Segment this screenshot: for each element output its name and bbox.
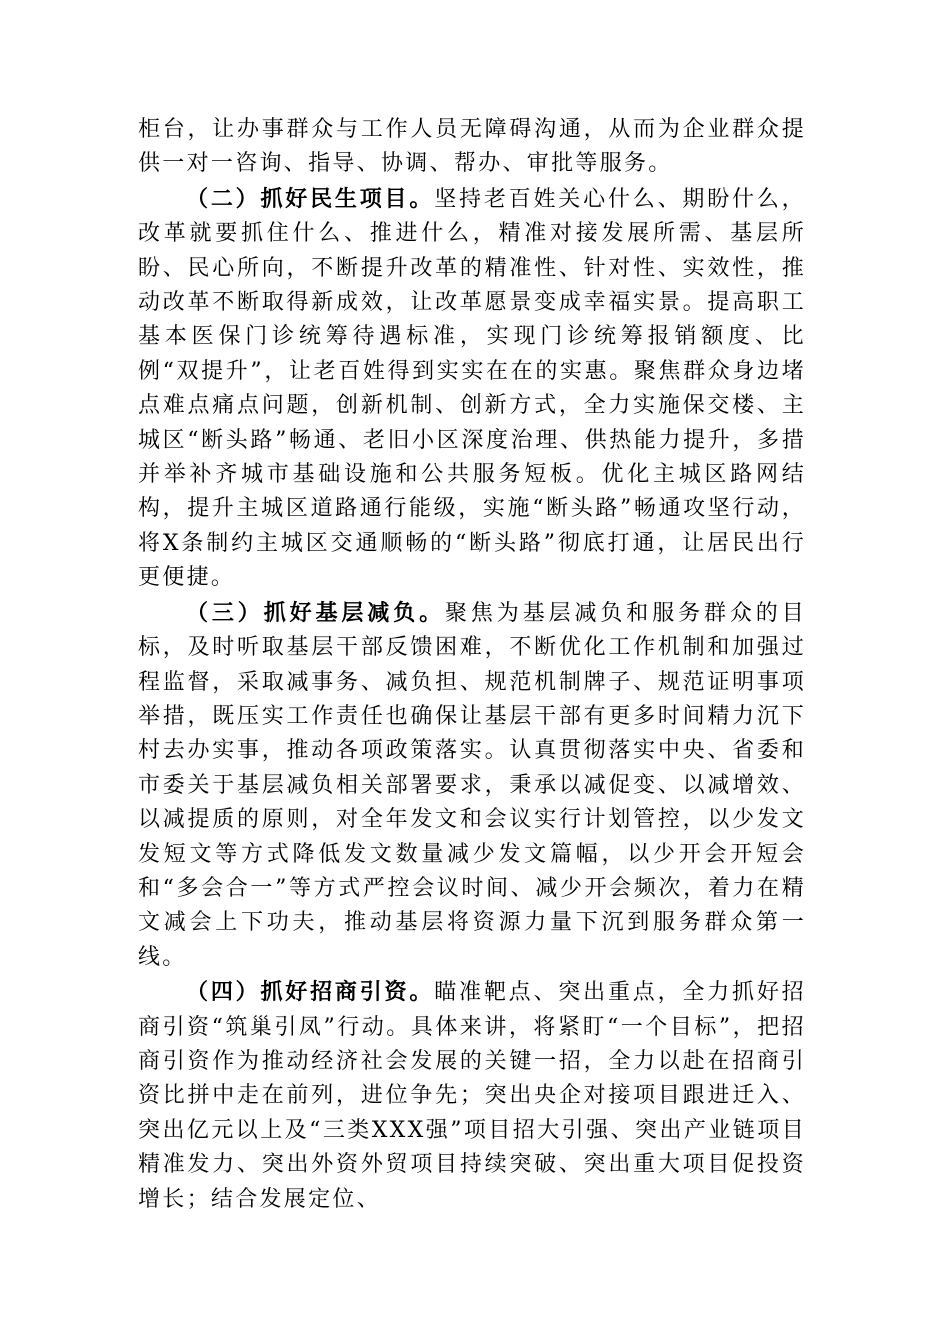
paragraph-text: 瞄准靶点、突出重点，全力抓好招商引资“筑巢引凤”行动。具体来讲，将紧盯“一个目标”，把招商引资作为推动经济社会发展的关键一招，全力以赴在招商引资比拼中走在前列，进位争先；突出央企对接项目跟进迁入、突出亿元以上及“三类XXX强”项目招大引强、突出产业链项目精准发力、突出外资外贸项目持续突破、突出重大项目促投资增长；结合发展定位、 (138, 980, 806, 1212)
paragraph-grassroots-burden (138, 596, 806, 975)
paragraph-continuation (138, 113, 806, 182)
paragraph-text: 坚持老百姓关心什么、期盼什么，改革就要抓住什么、推进什么，精准对接发展所需、基层所盼、民心所向，不断提升改革的精准性、针对性、实效性，推动改革不断取得新成效，让改革愿景变成幸福实景。提高职工基本医保门诊统筹待遇标准，实现门诊统筹报销额度、比例“双提升”，让老百姓得到实实在在的实惠。聚焦群众身边堵点难点痛点问题，创新机制、创新方式，全力实施保交楼、主城区“断头路”畅通、老旧小区深度治理、供热能力提升，多措并举补齐城市基础设施和公共服务短板。优化主城区路网结构，提升主城区道路通行能级，实施“断头路”畅通攻坚行动，将X条制约主城区交通顺畅的“断头路”彻底打通，让居民出行更便捷。 (138, 186, 806, 591)
paragraph-text: 柜台，让办事群众与工作人员无障碍沟通，从而为企业群众提供一对一咨询、指导、协调、帮办、审批等服务。 (138, 117, 806, 177)
paragraph-livelihood-projects (138, 182, 806, 596)
paragraph-text: 聚焦为基层减负和服务群众的目标，及时听取基层干部反馈困难，不断优化工作机制和加强过程监督，采取减事务、减负担、规范机制牌子、规范证明事项举措，既压实工作责任也确保让基层干部有更多时间精力沉下村去办实事，推动各项政策落实。认真贯彻落实中央、省委和市委关于基层减负相关部署要求，秉承以减促变、以减增效、以减提质的原则，对全年发文和会议实行计划管控，以少发文发短文等方式降低发文数量减少发文篇幅，以少开会开短会和“多会合一”等方式严控会议时间、减少开会频次，着力在精文减会上下功夫，推动基层将资源力量下沉到服务群众第一线。 (138, 600, 806, 970)
document-body (138, 113, 806, 1217)
section-heading: （四）抓好招商引资。 (186, 979, 435, 1006)
section-heading: （三）抓好基层减负。 (186, 599, 445, 626)
paragraph-investment-attraction (138, 975, 806, 1217)
section-heading: （二）抓好民生项目。 (186, 185, 435, 212)
